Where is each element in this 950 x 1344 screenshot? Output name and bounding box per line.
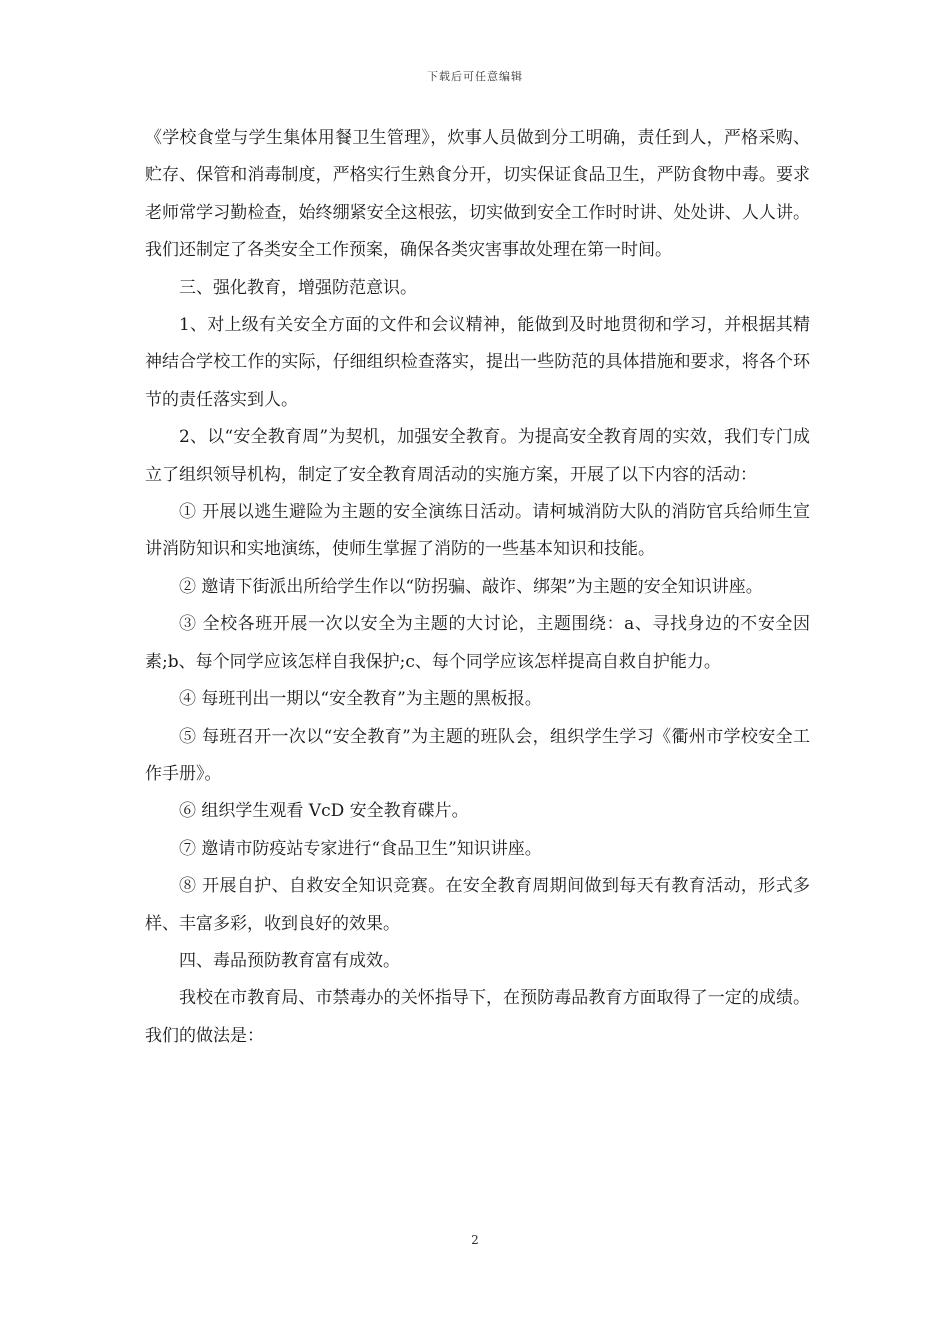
list-item: ⑥ 组织学生观看 VcD 安全教育碟片。 bbox=[179, 801, 469, 822]
page-header: 下载后可任意编辑 bbox=[427, 70, 523, 83]
list-item: ① 开展以逃生避险为主题的安全演练日活动。请柯城消防大队的消防官兵给师生宣讲消防知识和实地演练，使师生掌握了消防的一些基本知识和技能。 bbox=[145, 502, 810, 560]
section-heading: 四、毒品预防教育富有成效。 bbox=[179, 950, 400, 971]
list-item: ⑧ 开展自护、自救安全知识竞赛。在安全教育周期间做到每天有教育活动，形式多样、丰富多彩，收到良好的效果。 bbox=[145, 876, 810, 934]
document-body bbox=[145, 120, 810, 1055]
paragraph: 我校在市教育局、市禁毒办的关怀指导下，在预防毒品教育方面取得了一定的成绩。我们的做法是： bbox=[145, 988, 810, 1046]
paragraph: 1、对上级有关安全方面的文件和会议精神，能做到及时地贯彻和学习，并根据其精神结合学校工作的实际，仔细组织检查落实，提出一些防范的具体措施和要求，将各个环节的责任落实到人。 bbox=[145, 315, 810, 410]
section-heading: 三、强化教育，增强防范意识。 bbox=[179, 277, 417, 298]
paragraph: 《学校食堂与学生集体用餐卫生管理》，炊事人员做到分工明确，责任到人，严格采购、贮存、保管和消毒制度，严格实行生熟食分开，切实保证食品卫生，严防食物中毒。要求老师常学习勤检查，始终绷紧安全这根弦，切实做到安全工作时时讲、处处讲、人人讲。我们还制定了各类安全工作预案，确保各类灾害事故处理在第一时间。 bbox=[145, 128, 810, 261]
list-item: ④ 每班刊出一期以“安全教育”为主题的黑板报。 bbox=[179, 689, 542, 710]
list-item: ⑤ 每班召开一次以“安全教育”为主题的班队会，组织学生学习《衢州市学校安全工作手册》。 bbox=[145, 726, 810, 784]
page-number: 2 bbox=[471, 1233, 479, 1247]
paragraph: 2、以“安全教育周”为契机，加强安全教育。为提高安全教育周的实效，我们专门成立了组织领导机构，制定了安全教育周活动的实施方案，开展了以下内容的活动： bbox=[145, 427, 810, 485]
list-item: ⑦ 邀请市防疫站专家进行“食品卫生”知识讲座。 bbox=[179, 838, 542, 859]
list-item: ③ 全校各班开展一次以安全为主题的大讨论，主题围绕：a、寻找身边的不安全因素;b、每个同学应该怎样自我保护;c、每个同学应该怎样提高自救自护能力。 bbox=[145, 614, 810, 672]
list-item: ② 邀请下街派出所给学生作以“防拐骗、敲诈、绑架”为主题的安全知识讲座。 bbox=[179, 576, 763, 597]
